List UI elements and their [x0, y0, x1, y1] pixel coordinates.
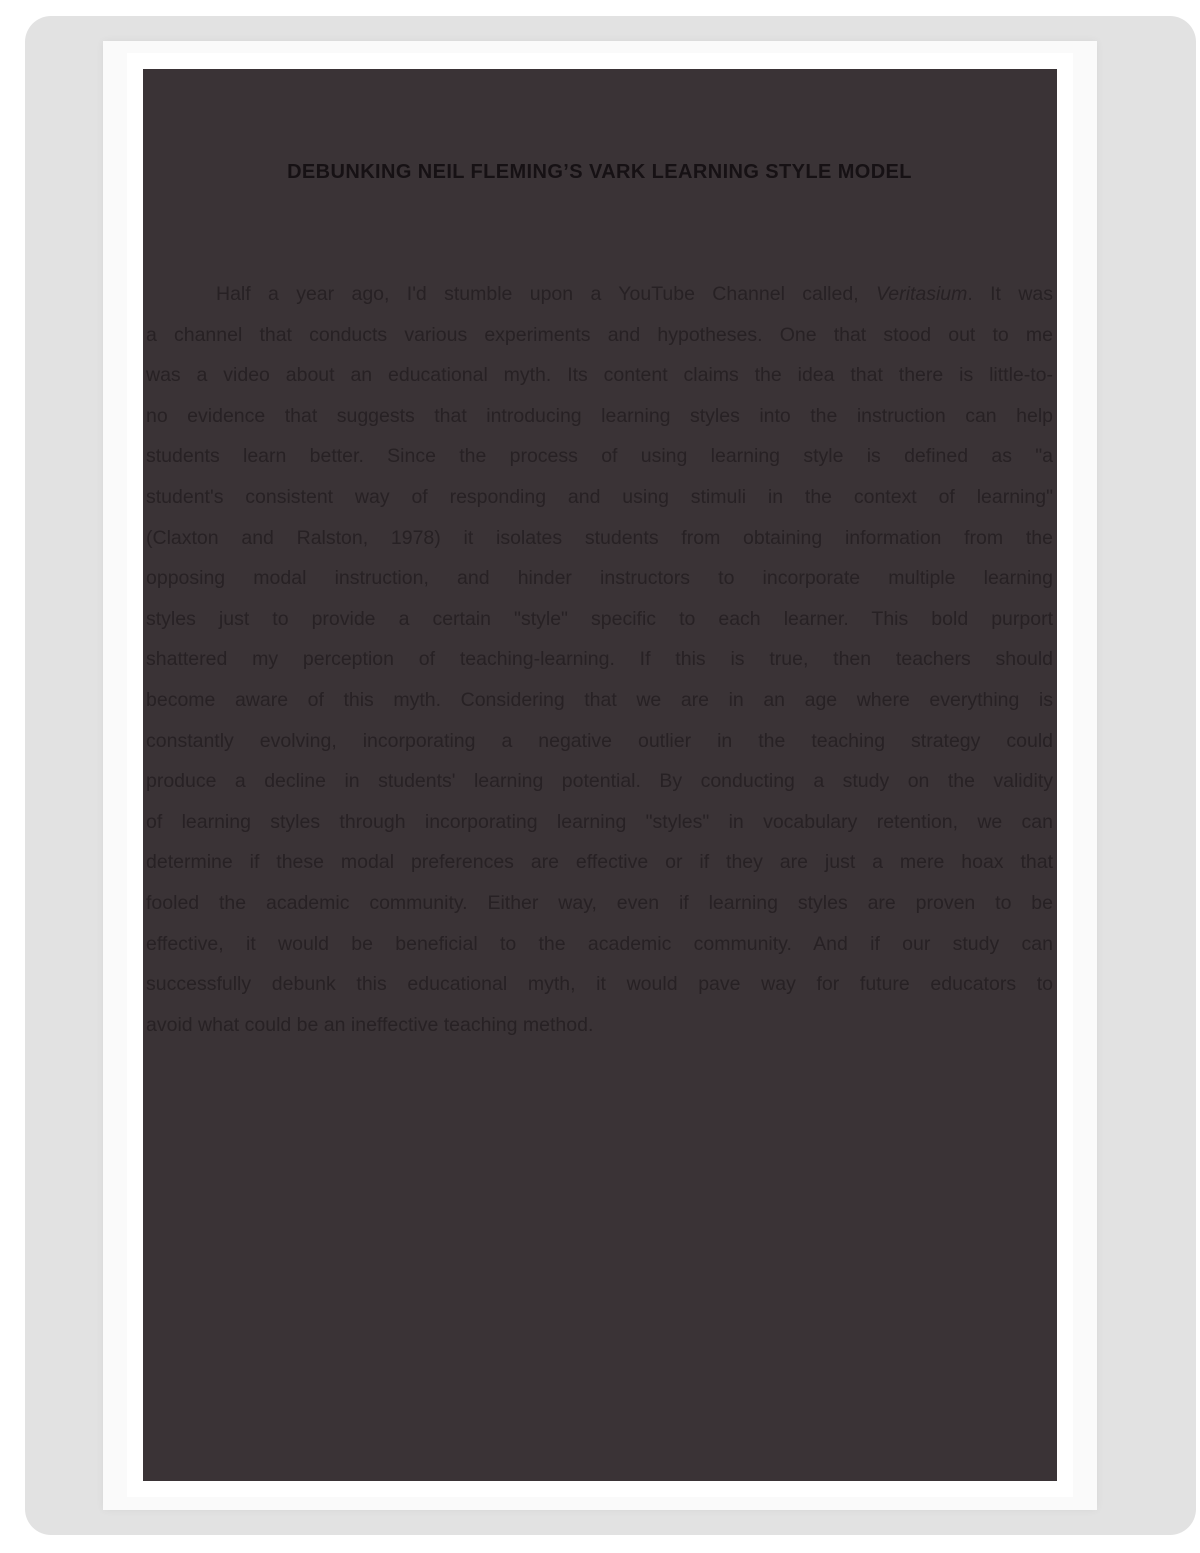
paragraph-line: was a video about an educational myth. Its content claims the idea that there is little-to- — [146, 364, 1053, 387]
paragraph-lines — [146, 315, 1053, 1005]
paragraph-line: produce a decline in students' learning potential. By conducting a study on the validity — [146, 770, 1053, 793]
paragraph-line: students learn better. Since the process of using learning style is defined as "a — [146, 445, 1053, 468]
paragraph-line: fooled the academic community. Either way, even if learning styles are proven to be — [146, 891, 1053, 914]
paragraph-line: of learning styles through incorporating learning "styles" in vocabulary retention, we can — [146, 810, 1053, 833]
document-title: DEBUNKING NEIL FLEMING’S VARK LEARNING STYLE MODEL — [287, 161, 912, 183]
paragraph-line: student's consistent way of responding and using stimuli in the context of learning" — [146, 485, 1053, 508]
first-line-pre-text: Half a year ago, I'd stumble upon a YouTube Channel called, — [216, 283, 876, 305]
first-line-post-text: . It was — [967, 283, 1053, 305]
paragraph — [146, 274, 1053, 1045]
paragraph-line: effective, it would be beneficial to the academic community. And if our study can — [146, 932, 1053, 955]
paragraph-line: no evidence that suggests that introducing learning styles into the instruction can help — [146, 404, 1053, 427]
paragraph-line: successfully debunk this educational myth, it would pave way for future educators to — [146, 973, 1053, 996]
paragraph-last-line: avoid what could be an ineffective teaching method. — [146, 1013, 594, 1036]
paragraph-line: shattered my perception of teaching-learning. If this is true, then teachers should — [146, 648, 1053, 671]
paragraph-line: determine if these modal preferences are effective or if they are just a mere hoax that — [146, 851, 1053, 874]
paragraph-line: constantly evolving, incorporating a negative outlier in the teaching strategy could — [146, 729, 1053, 752]
paragraph-line: opposing modal instruction, and hinder instructors to incorporate multiple learning — [146, 567, 1053, 590]
paragraph-first-line — [146, 274, 1053, 315]
document-content-area — [143, 69, 1057, 1481]
paragraph-line: a channel that conducts various experiments and hypotheses. One that stood out to me — [146, 323, 1053, 346]
first-line-italic-text: Veritasium — [875, 283, 968, 305]
paragraph-line: (Claxton and Ralston, 1978) it isolates students from obtaining information from the — [146, 526, 1053, 549]
document-frame — [127, 53, 1073, 1497]
paragraph-line: styles just to provide a certain "style" specific to each learner. This bold purport — [146, 607, 1053, 630]
viewer-background — [25, 16, 1196, 1535]
document-page — [103, 41, 1097, 1510]
paragraph-line: become aware of this myth. Considering that we are in an age where everything is — [146, 688, 1053, 711]
